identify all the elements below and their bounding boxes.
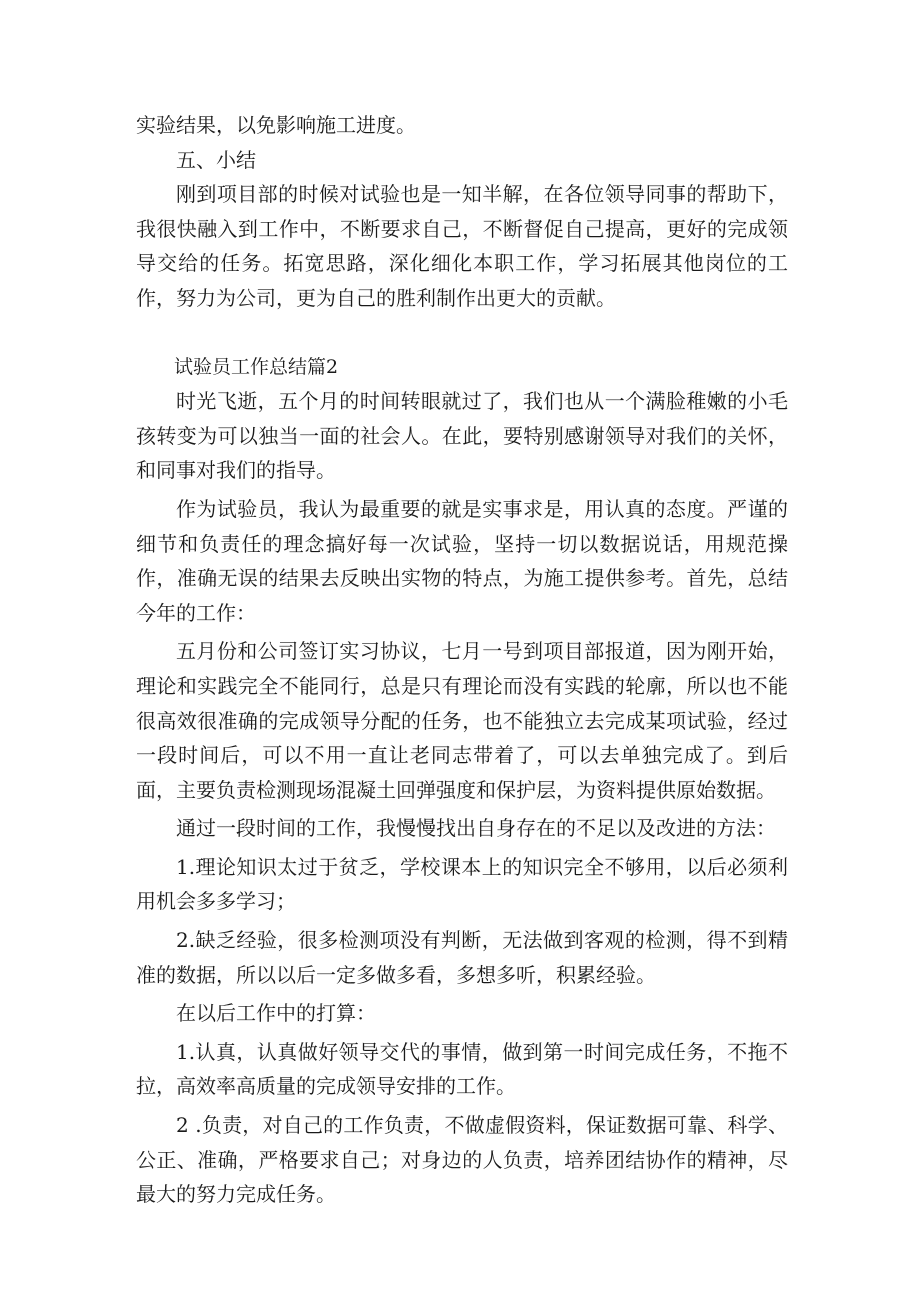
list-item-plan-2: 2 .负责，对自己的工作负责，不做虚假资料，保证数据可靠、科学、公正、准确，严格要求自己；对身边的人负责，培养团结协作的精神，尽最大的努力完成任务。 — [136, 1113, 788, 1207]
paragraph-intro: 时光飞逝，五个月的时间转眼就过了，我们也从一个满脸稚嫩的小毛孩转变为可以独当一面的社会人。在此，要特别感谢领导对我们的关怀，和同事对我们的指导。 — [136, 389, 788, 483]
paragraph-role: 作为试验员，我认为最重要的就是实事求是，用认真的态度。严谨的细节和负责任的理念搞好每一次试验，坚持一切以数据说话，用规范操作，准确无误的结果去反映出实物的特点，为施工提供参考。首先，总结今年的工作： — [136, 496, 788, 625]
paragraph-plans-intro: 在以后工作中的打算： — [176, 1001, 376, 1026]
list-item-shortcoming-2: 2.缺乏经验，很多检测项没有判断，无法做到客观的检测，得不到精准的数据，所以以后一定多做多看，多想多听，积累经验。 — [136, 928, 788, 987]
list-item-shortcoming-1: 1.理论知识太过于贫乏，学校课本上的知识完全不够用，以后必须利用机会多多学习； — [136, 854, 788, 914]
paragraph-summary: 刚到项目部的时候对试验也是一知半解，在各位领导同事的帮助下，我很快融入到工作中，不断要求自己，不断督促自己提高，更好的完成领导交给的任务。拓宽思路，深化细化本职工作，学习拓展其他岗位的工作，努力为公司，更为自己的胜利制作出更大的贡献。 — [136, 182, 788, 310]
list-item-plan-1: 1.认真，认真做好领导交代的事情，做到第一时间完成任务，不拖不拉，高效率高质量的完成领导安排的工作。 — [136, 1039, 788, 1099]
document-body — [136, 108, 788, 1212]
article-title: 试验员工作总结篇2 — [174, 355, 339, 378]
paragraph-work-review: 五月份和公司签订实习协议，七月一号到项目部报道，因为刚开始，理论和实践完全不能同行，总是只有理论而没有实践的轮廓，所以也不能很高效很准确的完成领导分配的任务，也不能独立去完成某项试验，经过一段时间后，可以不用一直让老同志带着了，可以去单独完成了。到后面，主要负责检测现场混凝土回弹强度和保护层，为资料提供原始数据。 — [136, 639, 788, 802]
paragraph-shortcomings-intro: 通过一段时间的工作，我慢慢找出自身存在的不足以及改进的方法： — [176, 816, 776, 841]
paragraph-continuation: 实验结果，以免影响施工进度。 — [136, 113, 416, 137]
section-heading-summary: 五、小结 — [176, 147, 256, 172]
